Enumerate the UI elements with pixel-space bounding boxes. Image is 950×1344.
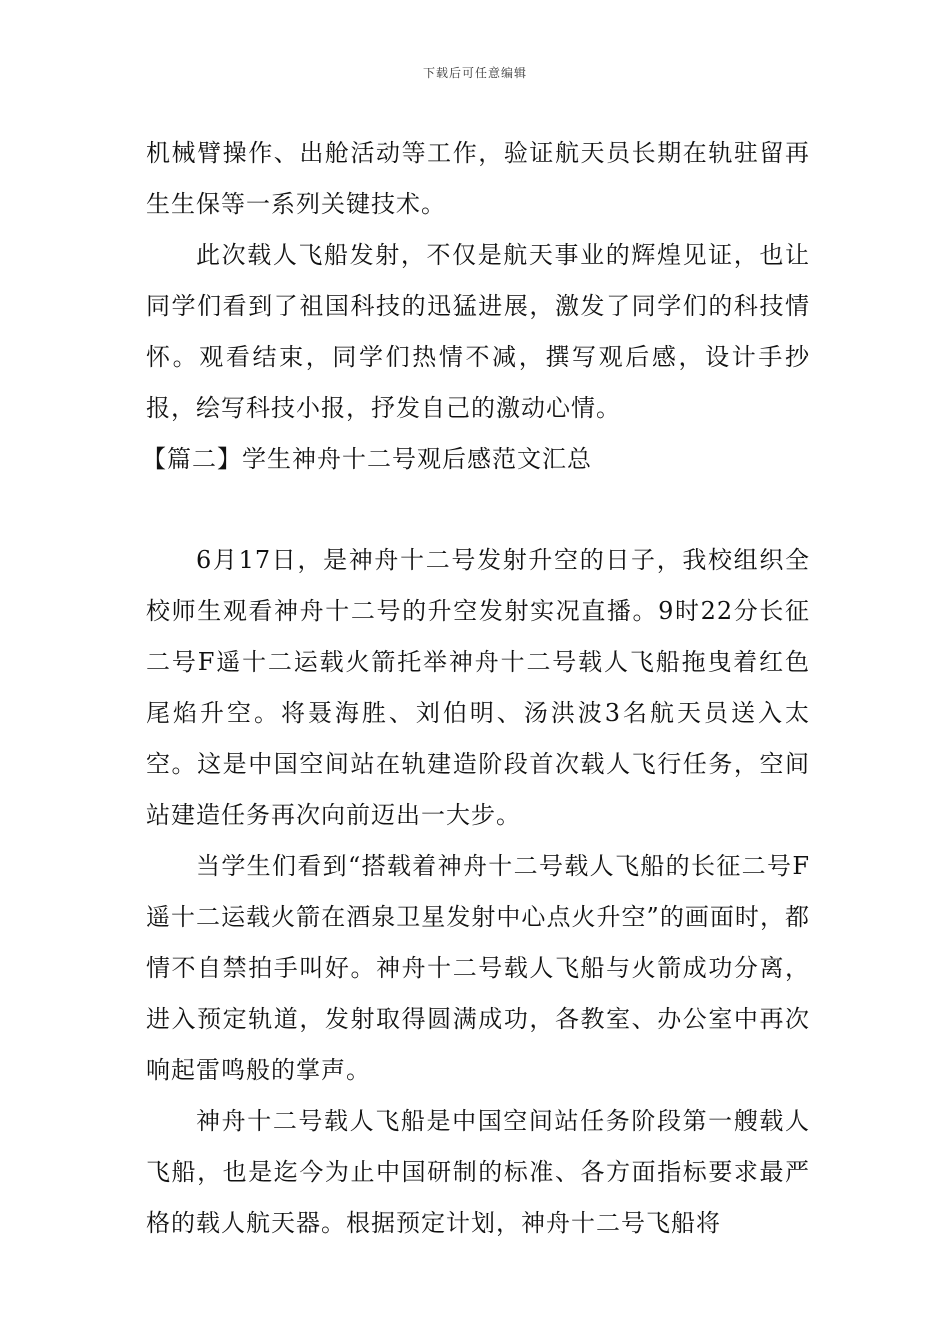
- paragraph-continuation: 机械臂操作、出舱活动等工作，验证航天员长期在轨驻留再生生保等一系列关键技术。: [146, 139, 810, 218]
- paragraph-summary: 此次载人飞船发射，不仅是航天事业的辉煌见证，也让同学们看到了祖国科技的迅猛进展，激发了同学们的科技情怀。观看结束，同学们热情不减，撰写观后感，设计手抄报，绘写科技小报，抒发自己的激动心情。: [146, 241, 810, 422]
- section-heading: 【篇二】学生神舟十二号观后感范文汇总: [142, 445, 592, 473]
- document-body: [142, 128, 810, 1249]
- paragraph-launch: 6月17日，是神舟十二号发射升空的日子，我校组织全校师生观看神舟十二号的升空发射实况直播。9时22分长征二号F遥十二运载火箭托举神舟十二号载人飞船拖曳着红色尾焰升空。将聂海胜、刘伯明、汤洪波3名航天员送入太空。这是中国空间站在轨建造阶段首次载人飞行任务，空间站建造任务再次向前迈出一大步。: [146, 546, 810, 829]
- paragraph-reaction: 当学生们看到“搭载着神舟十二号载人飞船的长征二号F遥十二运载火箭在酒泉卫星发射中心点火升空”的画面时，都情不自禁拍手叫好。神舟十二号载人飞船与火箭成功分离，进入预定轨道，发射取得圆满成功，各教室、办公室中再次响起雷鸣般的掌声。: [146, 852, 810, 1084]
- page-header: 下载后可任意编辑: [422, 66, 527, 80]
- paragraph-spacecraft: 神舟十二号载人飞船是中国空间站任务阶段第一艘载人飞船，也是迄今为止中国研制的标准、各方面指标要求最严格的载人航天器。根据预定计划，神舟十二号飞船将: [146, 1107, 810, 1237]
